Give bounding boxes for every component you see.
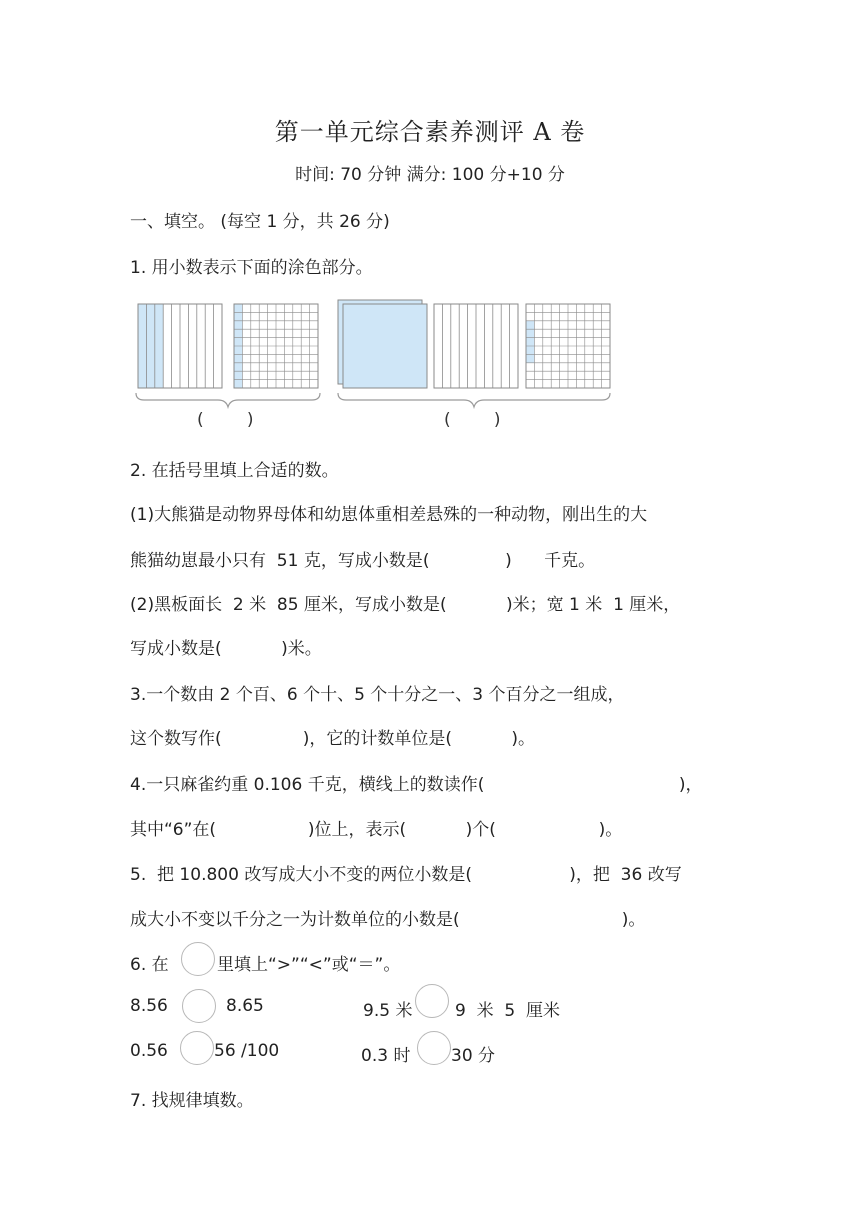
compare-circle-example — [181, 942, 215, 976]
compare-3-right: 56 /100 — [214, 1041, 280, 1061]
hundredths-figure-b — [234, 304, 318, 388]
question-6-intro-b: 里填上“>”“<”或“＝”。 — [217, 955, 401, 975]
decimal-figures — [130, 297, 620, 432]
section-heading: 一、填空。 (每空 1 分，共 26 分) — [130, 212, 390, 232]
compare-2-left: 9.5 米 — [363, 1001, 413, 1021]
question-2: 2. 在括号里填上合适的数。 — [130, 461, 339, 481]
question-3-line1: 3.一个数由 2 个百、6 个十、5 个十分之一、3 个百分之一组成， — [130, 685, 625, 705]
whole-squares-figure-c — [338, 300, 427, 388]
compare-circle-2[interactable] — [415, 984, 449, 1018]
compare-circle-1[interactable] — [182, 989, 216, 1023]
question-5-line1: 5. 把 10.800 改写成大小不变的两位小数是( )，把 36 改写 — [130, 865, 682, 885]
compare-2-right: 9 米 5 厘米 — [455, 1001, 561, 1021]
question-1: 1. 用小数表示下面的涂色部分。 — [130, 258, 373, 278]
page-title: 第一单元综合素养测评 A 卷 — [274, 118, 586, 146]
question-4-line2: 其中“6”在( )位上，表示( )个( )。 — [130, 820, 623, 840]
compare-4-left: 0.3 时 — [361, 1046, 411, 1066]
question-6-intro-a: 6. 在 — [130, 955, 169, 975]
question-2-2-line2: 写成小数是( )米。 — [130, 639, 322, 659]
question-2-1-line1: (1)大熊猫是动物界母体和幼崽体重相差悬殊的一种动物，刚出生的大 — [130, 505, 648, 525]
brace-right — [338, 393, 610, 407]
brace-left — [136, 393, 320, 407]
question-3-line2: 这个数写作( )，它的计数单位是( )。 — [130, 729, 536, 749]
exam-info: 时间: 70 分钟 满分: 100 分+10 分 — [295, 165, 565, 185]
tenths-figure-d — [434, 304, 518, 388]
question-5-line2: 成大小不变以千分之一为计数单位的小数是( )。 — [130, 910, 646, 930]
question-2-1-line2: 熊猫幼崽最小只有 51 克，写成小数是( ) 千克。 — [130, 551, 596, 571]
hundredths-figure-e — [526, 304, 610, 388]
question-2-2-line1: (2)黑板面长 2 米 85 厘米，写成小数是( )米；宽 1 米 1 厘米， — [130, 595, 681, 615]
question-7: 7. 找规律填数。 — [130, 1091, 254, 1111]
compare-3-left: 0.56 — [130, 1041, 168, 1061]
compare-circle-4[interactable] — [417, 1031, 451, 1065]
tenths-figure-a — [138, 304, 222, 388]
compare-1-left: 8.56 — [130, 996, 168, 1016]
answer-bracket-left: ( ) — [197, 410, 254, 430]
compare-1-right: 8.65 — [226, 996, 264, 1016]
answer-bracket-right: ( ) — [444, 410, 501, 430]
compare-4-right: 30 分 — [451, 1046, 496, 1066]
compare-circle-3[interactable] — [180, 1031, 214, 1065]
question-4-line1: 4.一只麻雀约重 0.106 千克，横线上的数读作( )， — [130, 775, 703, 795]
